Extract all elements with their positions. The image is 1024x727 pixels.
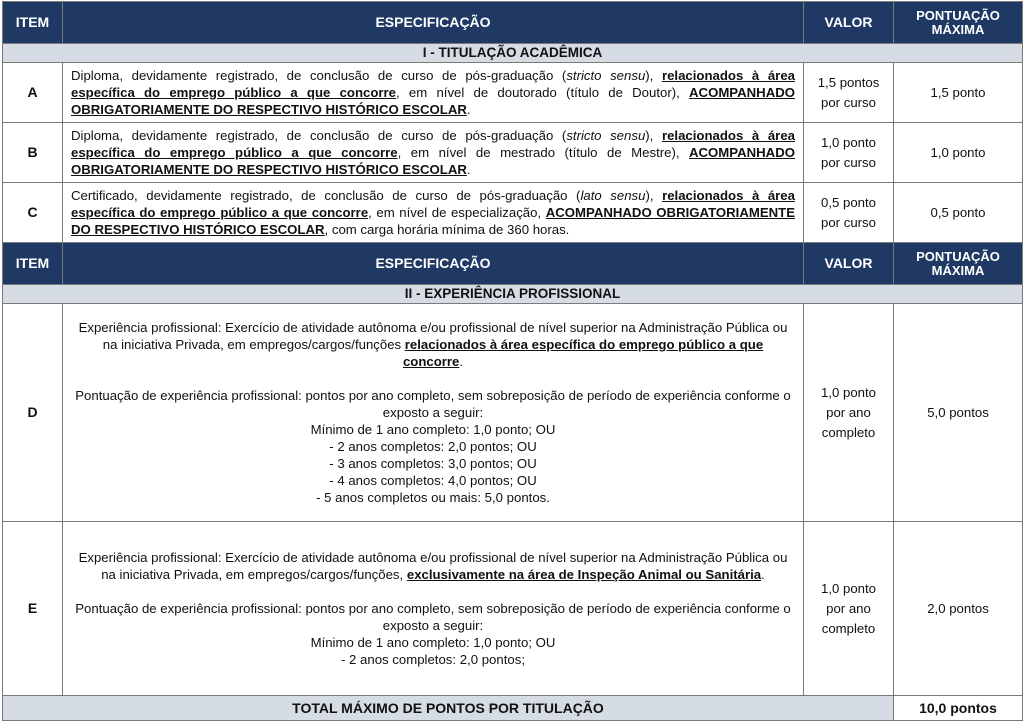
total-label: TOTAL MÁXIMO DE PONTOS POR TITULAÇÃO [3,696,894,721]
table-row-d [3,304,1023,522]
spec-text: Certificado, devidamente registrado, de conclusão de curso de pós-graduação (lato sensu), relacionados à área específica do emprego público a que concorre, em nível de especialização, ACOMPANHADO OBRIGATORIAMENTE DO RESPECTIVO HISTÓRICO ESCOLAR, com carga horária mínima de 360 horas. [63,183,804,243]
item-label: D [3,304,63,522]
col-spec-header: ESPECIFICAÇÃO [63,243,804,285]
total-row [3,696,1023,721]
col-pontuacao-header: PONTUAÇÃO MÁXIMA [894,2,1023,44]
col-valor-header: VALOR [804,243,894,285]
pontuacao-cell: 5,0 pontos [894,304,1023,522]
total-value: 10,0 pontos [894,696,1023,721]
pontuacao-cell: 1,0 ponto [894,123,1023,183]
section-row [3,44,1023,63]
section-row-2 [3,285,1023,304]
table-row-c [3,183,1023,243]
spec-text: Experiência profissional: Exercício de atividade autônoma e/ou profissional de nível superior na Administração Pública ou na iniciativa Privada, em empregos/cargos/funções, exclusivamente na área de Inspeção Animal ou Sanitária. Pontuação de experiência profissional: pontos por ano completo, sem sobreposição de período de experiência conforme o exposto a seguir: Mínimo de 1 ano completo: 1,0 ponto; OU - 2 anos completos: 2,0 pontos; [63,522,804,696]
col-valor-header: VALOR [804,2,894,44]
item-label: C [3,183,63,243]
item-label: E [3,522,63,696]
section-title: II - EXPERIÊNCIA PROFISSIONAL [3,285,1023,304]
spec-text: Diploma, devidamente registrado, de conclusão de curso de pós-graduação (stricto sensu), relacionados à área específica do emprego público a que concorre, em nível de doutorado (título de Doutor), ACOMPANHADO OBRIGATORIAMENTE DO RESPECTIVO HISTÓRICO ESCOLAR. [63,63,804,123]
valor-cell: 1,5 pontos por curso [804,63,894,123]
col-pontuacao-header: PONTUAÇÃO MÁXIMA [894,243,1023,285]
table-row-b [3,123,1023,183]
spec-text: Diploma, devidamente registrado, de conclusão de curso de pós-graduação (stricto sensu), relacionados à área específica do emprego público a que concorre, em nível de mestrado (título de Mestre), ACOMPANHADO OBRIGATORIAMENTE DO RESPECTIVO HISTÓRICO ESCOLAR. [63,123,804,183]
pontuacao-cell: 1,5 ponto [894,63,1023,123]
pontuacao-cell: 0,5 ponto [894,183,1023,243]
pontuacao-cell: 2,0 pontos [894,522,1023,696]
table-row-a [3,63,1023,123]
col-item-header: ITEM [3,2,63,44]
item-label: A [3,63,63,123]
header-row-2 [3,243,1023,285]
spec-text: Experiência profissional: Exercício de atividade autônoma e/ou profissional de nível superior na Administração Pública ou na iniciativa Privada, em empregos/cargos/funções relacionados à área específica do emprego público a que concorre. Pontuação de experiência profissional: pontos por ano completo, sem sobreposição de período de experiência conforme o exposto a seguir: Mínimo de 1 ano completo: 1,0 ponto; OU - 2 anos completos: 2,0 pontos; OU - 3 anos completos: 3,0 pontos; OU - 4 anos completos: 4,0 pontos; OU - 5 anos completos ou mais: 5,0 pontos. [63,304,804,522]
valor-cell: 1,0 ponto por curso [804,123,894,183]
col-item-header: ITEM [3,243,63,285]
table-row-e [3,522,1023,696]
valor-cell: 1,0 ponto por ano completo [804,522,894,696]
score-table [2,1,1023,721]
col-spec-header: ESPECIFICAÇÃO [63,2,804,44]
item-label: B [3,123,63,183]
header-row [3,2,1023,44]
section-title: I - TITULAÇÃO ACADÊMICA [3,44,1023,63]
valor-cell: 0,5 ponto por curso [804,183,894,243]
valor-cell: 1,0 ponto por ano completo [804,304,894,522]
